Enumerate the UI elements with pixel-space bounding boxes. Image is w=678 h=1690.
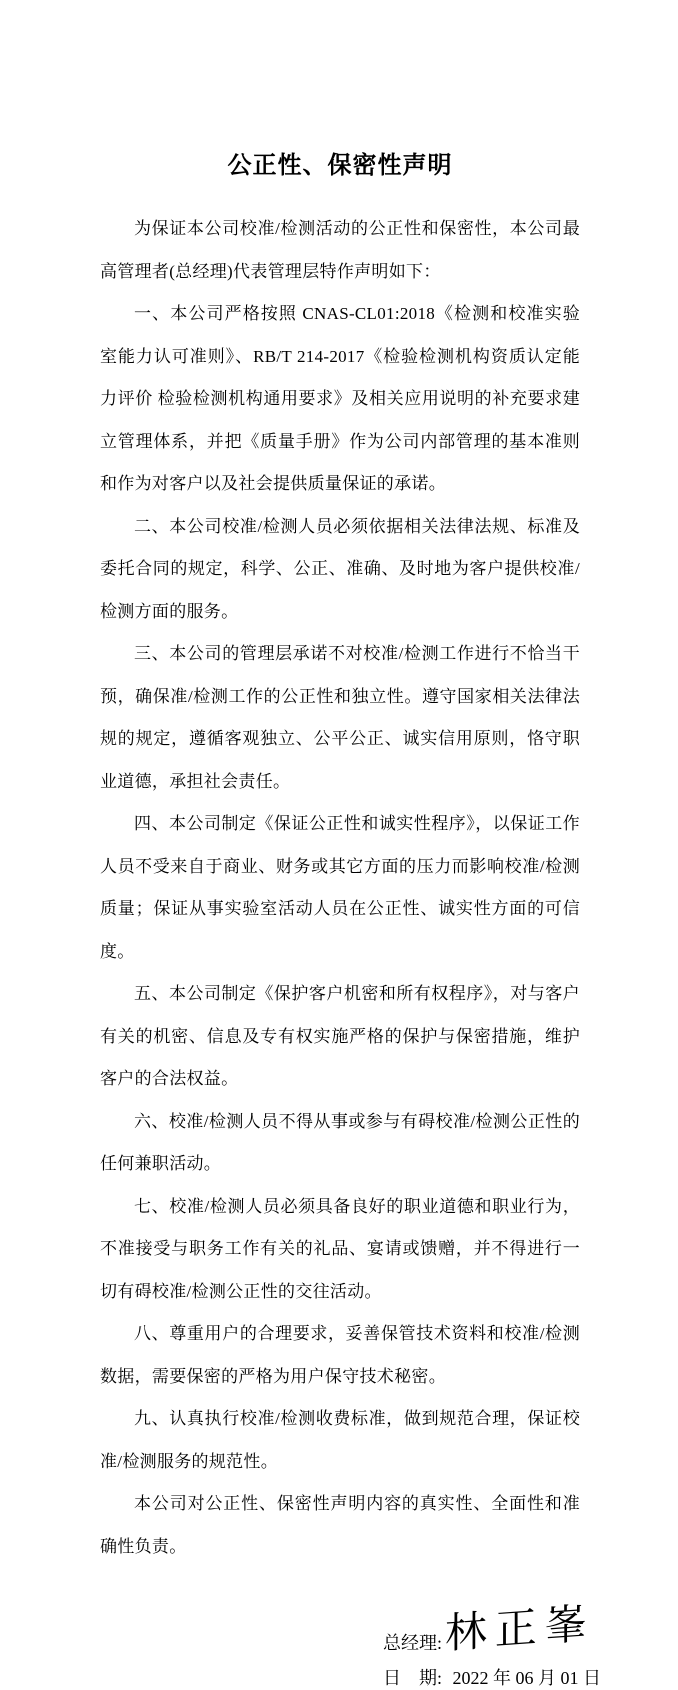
clause-paragraph-4: 四、本公司制定《保证公正性和诚实性程序》，以保证工作人员不受来自于商业、财务或其它方面的压力而影响校准/检测质量；保证从事实验室活动人员在公正性、诚实性方面的可信度。 — [100, 814, 580, 961]
general-manager-label: 总经理: — [383, 1633, 443, 1653]
signature-block — [383, 1594, 602, 1690]
closing-paragraph: 本公司对公正性、保密性声明内容的真实性、全面性和准确性负责。 — [100, 1494, 580, 1556]
clause-paragraph-7: 七、校准/检测人员必须具备良好的职业道德和职业行为，不准接受与职务工作有关的礼品、宴请或馈赠，并不得进行一切有碍校准/检测公正性的交往活动。 — [100, 1196, 580, 1301]
general-manager-signature-row — [383, 1594, 595, 1659]
clause-paragraph-6: 六、校准/检测人员不得从事或参与有碍校准/检测公正性的任何兼职活动。 — [100, 1111, 580, 1173]
clause-paragraph-2: 二、本公司校准/检测人员必须依据相关法律法规、标准及委托合同的规定，科学、公正、准确、及时地为客户提供校准/检测方面的服务。 — [100, 516, 580, 621]
clause-paragraph-9: 九、认真执行校准/检测收费标准，做到规范合理，保证校准/检测服务的规范性。 — [100, 1409, 580, 1471]
clause-paragraph-5: 五、本公司制定《保护客户机密和所有权程序》，对与客户有关的机密、信息及专有权实施严格的保护与保密措施，维护客户的合法权益。 — [100, 984, 580, 1088]
clause-paragraph-8: 八、尊重用户的合理要求，妥善保管技术资料和校准/检测数据，需要保密的严格为用户保守技术秘密。 — [100, 1324, 580, 1386]
clause-paragraph-3: 三、本公司的管理层承诺不对校准/检测工作进行不恰当干预，确保准/检测工作的公正性和独立性。遵守国家相关法律法规的规定，遵循客观独立、公平公正、诚实信用原则，恪守职业道德，承担社会责任。 — [100, 644, 580, 791]
handwritten-signature: 林正峯 — [445, 1601, 595, 1659]
date-value: 2022 年 06 月 01 日 — [452, 1668, 602, 1688]
page-title: 公正性、保密性声明 — [227, 153, 453, 179]
date-label: 日 期: — [383, 1668, 443, 1688]
date-row — [383, 1666, 602, 1690]
intro-paragraph: 为保证本公司校准/检测活动的公正性和保密性，本公司最高管理者(总经理)代表管理层特作声明如下： — [100, 219, 580, 281]
clause-paragraph-1: 一、本公司严格按照 CNAS-CL01:2018《检测和校准实验室能力认可准则》、RB/T 214-2017《检验检测机构资质认定能力评价 检验检测机构通用要求》及相关应用说明的补充要求建立管理体系，并把《质量手册》作为公司内部管理的基本准则和作为对客户以及社会提供质量保证的承诺。 — [100, 304, 580, 493]
document-body — [100, 208, 580, 1568]
